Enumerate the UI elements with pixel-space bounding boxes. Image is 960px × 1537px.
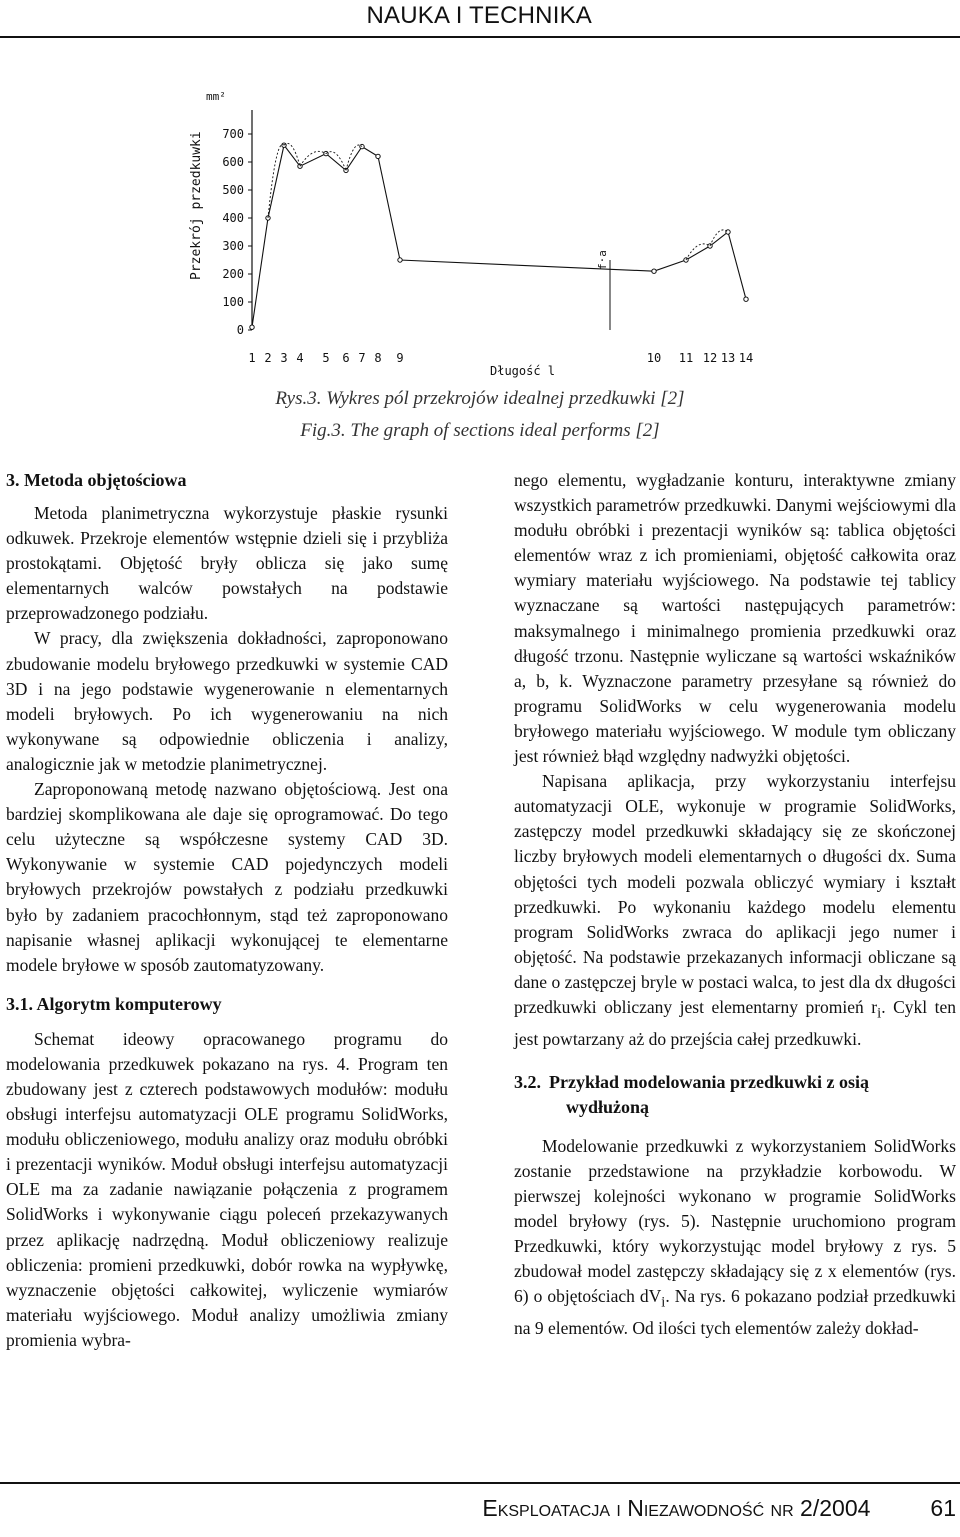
x-tick-label: 11 — [678, 351, 694, 365]
x-tick-label: 4 — [296, 351, 304, 365]
subscript: i — [877, 1005, 882, 1022]
y-tick-label: 0 — [236, 323, 244, 337]
x-axis-title: Długość l — [490, 364, 556, 378]
x-tick-label: 2 — [264, 351, 272, 365]
paragraph-text: . Na rys. 6 pokazano podział przedkuwki na 9 elementów. Od ilości tych elementów zależy dokład- — [514, 1286, 956, 1338]
y-tick-label: 300 — [222, 239, 244, 253]
heading-line: Przykład modelowania przedkuwki z osią — [549, 1071, 870, 1092]
data-point — [744, 297, 748, 301]
cross-section-chart — [180, 80, 780, 380]
paragraph: W pracy, dla zwiększenia dokładności, zaproponowano zbudowanie modelu bryłowego przedkuwki w systemie CAD 3D i na jego podstawie wygenerowanie n elementarnych modeli bryłowych. Po ich wygenerowaniu na nich wykonywane są odpowiednie obliczenia i analizy, analogicznie jak w metodzie planimetrycznej. — [6, 628, 448, 774]
paragraph: Zaproponowaną metodę nazwano objętościową. Jest ona bardziej skomplikowana ale daje się oprogramować. Do tego celu użyteczne są współczesne systemy CAD 3D. Wykonywanie w systemie CAD pojedynczych modeli bryłowych przekrojów powstałych z podziału przedkuwki było by zadaniem pracochłonnym, stąd też zaproponowano napisanie własnej aplikacji wykonującej te elementarne modele bryłowe w sposób zautomatyzowany. — [6, 779, 448, 975]
header-rule — [0, 36, 960, 38]
paragraph-text: . Cykl ten jest powtarzany aż do przejścia całej przedkuwki. — [514, 996, 956, 1049]
y-tick-group — [222, 127, 252, 337]
y-tick-label: 600 — [222, 155, 244, 169]
x-tick-label: 8 — [374, 351, 382, 365]
x-tick-label: 1 — [248, 351, 256, 365]
figure-caption-en: Fig.3. The graph of sections ideal performs [2] — [300, 420, 660, 441]
paragraph: Schemat ideowy opracowanego programu do modelowania przedkuwek pokazano na rys. 4. Program ten zbudowany jest z czterech podstawowych modułów: modułu obsługi interfejsu automatyzacji OLE programu SolidWorks, modułu obliczeniowego, modułu analizy oraz modułu obróbki i prezentacji wyników. Moduł obsługi interfejsu automatyzacji OLE ma za zadanie nawiązanie połączenia z programem SolidWorks i wykonywanie ciągu poleceń przekazywanych przez aplikację nadrzędną. Moduł obliczeniowy realizuje obliczenia: promieni przedkuwki, dobór rowka na wypływkę, wyznaczenie objętości całkowitej, wyliczenie wymiarów materiału wyjściowego. Moduł analizy umożliwia zmiany promienia wybra- — [6, 1028, 448, 1350]
x-tick-group — [248, 351, 753, 365]
x-tick-label: 9 — [396, 351, 404, 365]
y-tick-label: 100 — [222, 295, 244, 309]
footer-rule — [0, 1482, 960, 1484]
y-tick-label: 200 — [222, 267, 244, 281]
series-line — [252, 145, 746, 327]
footer — [482, 1495, 956, 1522]
subsection-heading — [514, 1070, 956, 1120]
paragraph: Metoda planimetryczna wykorzystuje płaskie rysunki odkuwek. Przekroje elementów wstępnie dzieli się i przybliża prostokątami. Objętość bryły oblicza się jako sumę elementarnych walców powstałych na podstawie przeprowadzonego podziału. — [6, 503, 448, 624]
subsection-heading: 3.1. Algorytm komputerowy — [6, 993, 222, 1014]
x-tick-label: 13 — [720, 351, 736, 365]
page-number: 61 — [930, 1495, 956, 1521]
heading-number: 3.2. — [514, 1071, 541, 1092]
paragraph — [514, 769, 956, 1052]
y-unit-label: mm² — [206, 90, 226, 103]
left-column — [6, 468, 448, 1353]
heading-line: wydłużoną — [566, 1096, 650, 1117]
figure-caption-pl: Rys.3. Wykres pól przekrojów idealnej przedkuwki [2] — [275, 388, 685, 409]
paragraph: nego elementu, wygładzanie konturu, interaktywne zmiany wszystkich parametrów przedkuwki. Danymi wejściowymi dla modułu obróbki i prezentacji wyników są: tablica objętości elementów wraz z ich promieniami, objętość całkowita oraz wymiary materiału wyjściowego. Na podstawie tej tablicy wyznaczane są wartości następujących parametrów: maksymalnego i minimalnego promienia przedkuwki oraz długość trzonu. Następnie wyliczane są wartości wskaźników a, b, k. Wyznaczone parametry przesyłane są również do programu SolidWorks w celu wygenerowania modelu bryłowego materiału wyjściowego. W module tym obliczany jest również błąd względny nadwyżki objętości. — [514, 470, 956, 767]
x-tick-label: 10 — [646, 351, 662, 365]
x-tick-label: 14 — [738, 351, 754, 365]
data-point-group — [250, 143, 748, 329]
y-tick-label: 700 — [222, 127, 244, 141]
x-tick-label: 7 — [358, 351, 366, 365]
footer-journal: Eksploatacja i Niezawodność nr 2/2004 — [482, 1495, 871, 1521]
data-point — [376, 154, 380, 158]
y-tick-label: 500 — [222, 183, 244, 197]
paragraph — [514, 1134, 956, 1341]
subscript: i — [661, 1294, 666, 1311]
data-point — [398, 258, 402, 262]
y-axis-title: Przekrój przedkuwki — [189, 131, 204, 280]
paragraph-text: Modelowanie przedkuwki z wykorzystaniem SolidWorks zostanie przedstawione na przykładzie korbowodu. W pierwszej kolejności wykonano w programie SolidWorks model bryłowy (rys. 5). Następnie uruchomiono program Przedkuwki, który wykorzystując model bryłowy z rys. 5 zbudował model zastępczy składający się z x elementów (rys. 6) o objętościach dV — [514, 1135, 956, 1307]
paragraph-text: Napisana aplikacja, przy wykorzystaniu interfejsu automatyzacji OLE, wykonuje w programie SolidWorks, zastępczy model przedkuwki składający się ze skończonej liczby bryłowych modeli elementarnych o długości dx. Suma objętości tych modeli pozwala obliczyć wymiary i kształt przedkuwki. Po wykonaniu każdego modelu elementu program SolidWorks zwraca do aplikacji jego numer i objętość. Na podstawie przekazanych informacji obliczane są dane o zastępczej bryle w postaci walca, to jest dla dx długości przedkuwki obliczany jest elementarny promień r — [514, 771, 956, 1017]
y-tick-label: 400 — [222, 211, 244, 225]
data-point — [360, 144, 364, 148]
data-point — [250, 325, 254, 329]
x-tick-label: 12 — [702, 351, 718, 365]
arc-group — [268, 143, 728, 260]
section-heading: 3. Metoda objętościowa — [6, 470, 187, 490]
data-point — [324, 151, 328, 155]
annotation-label: f·a — [596, 250, 609, 270]
x-tick-label: 3 — [280, 351, 288, 365]
x-tick-label: 5 — [322, 351, 330, 365]
data-point — [652, 269, 656, 273]
right-column — [514, 468, 956, 1341]
x-tick-label: 6 — [342, 351, 350, 365]
journal-section-title: NAUKA I TECHNIKA — [366, 2, 592, 29]
